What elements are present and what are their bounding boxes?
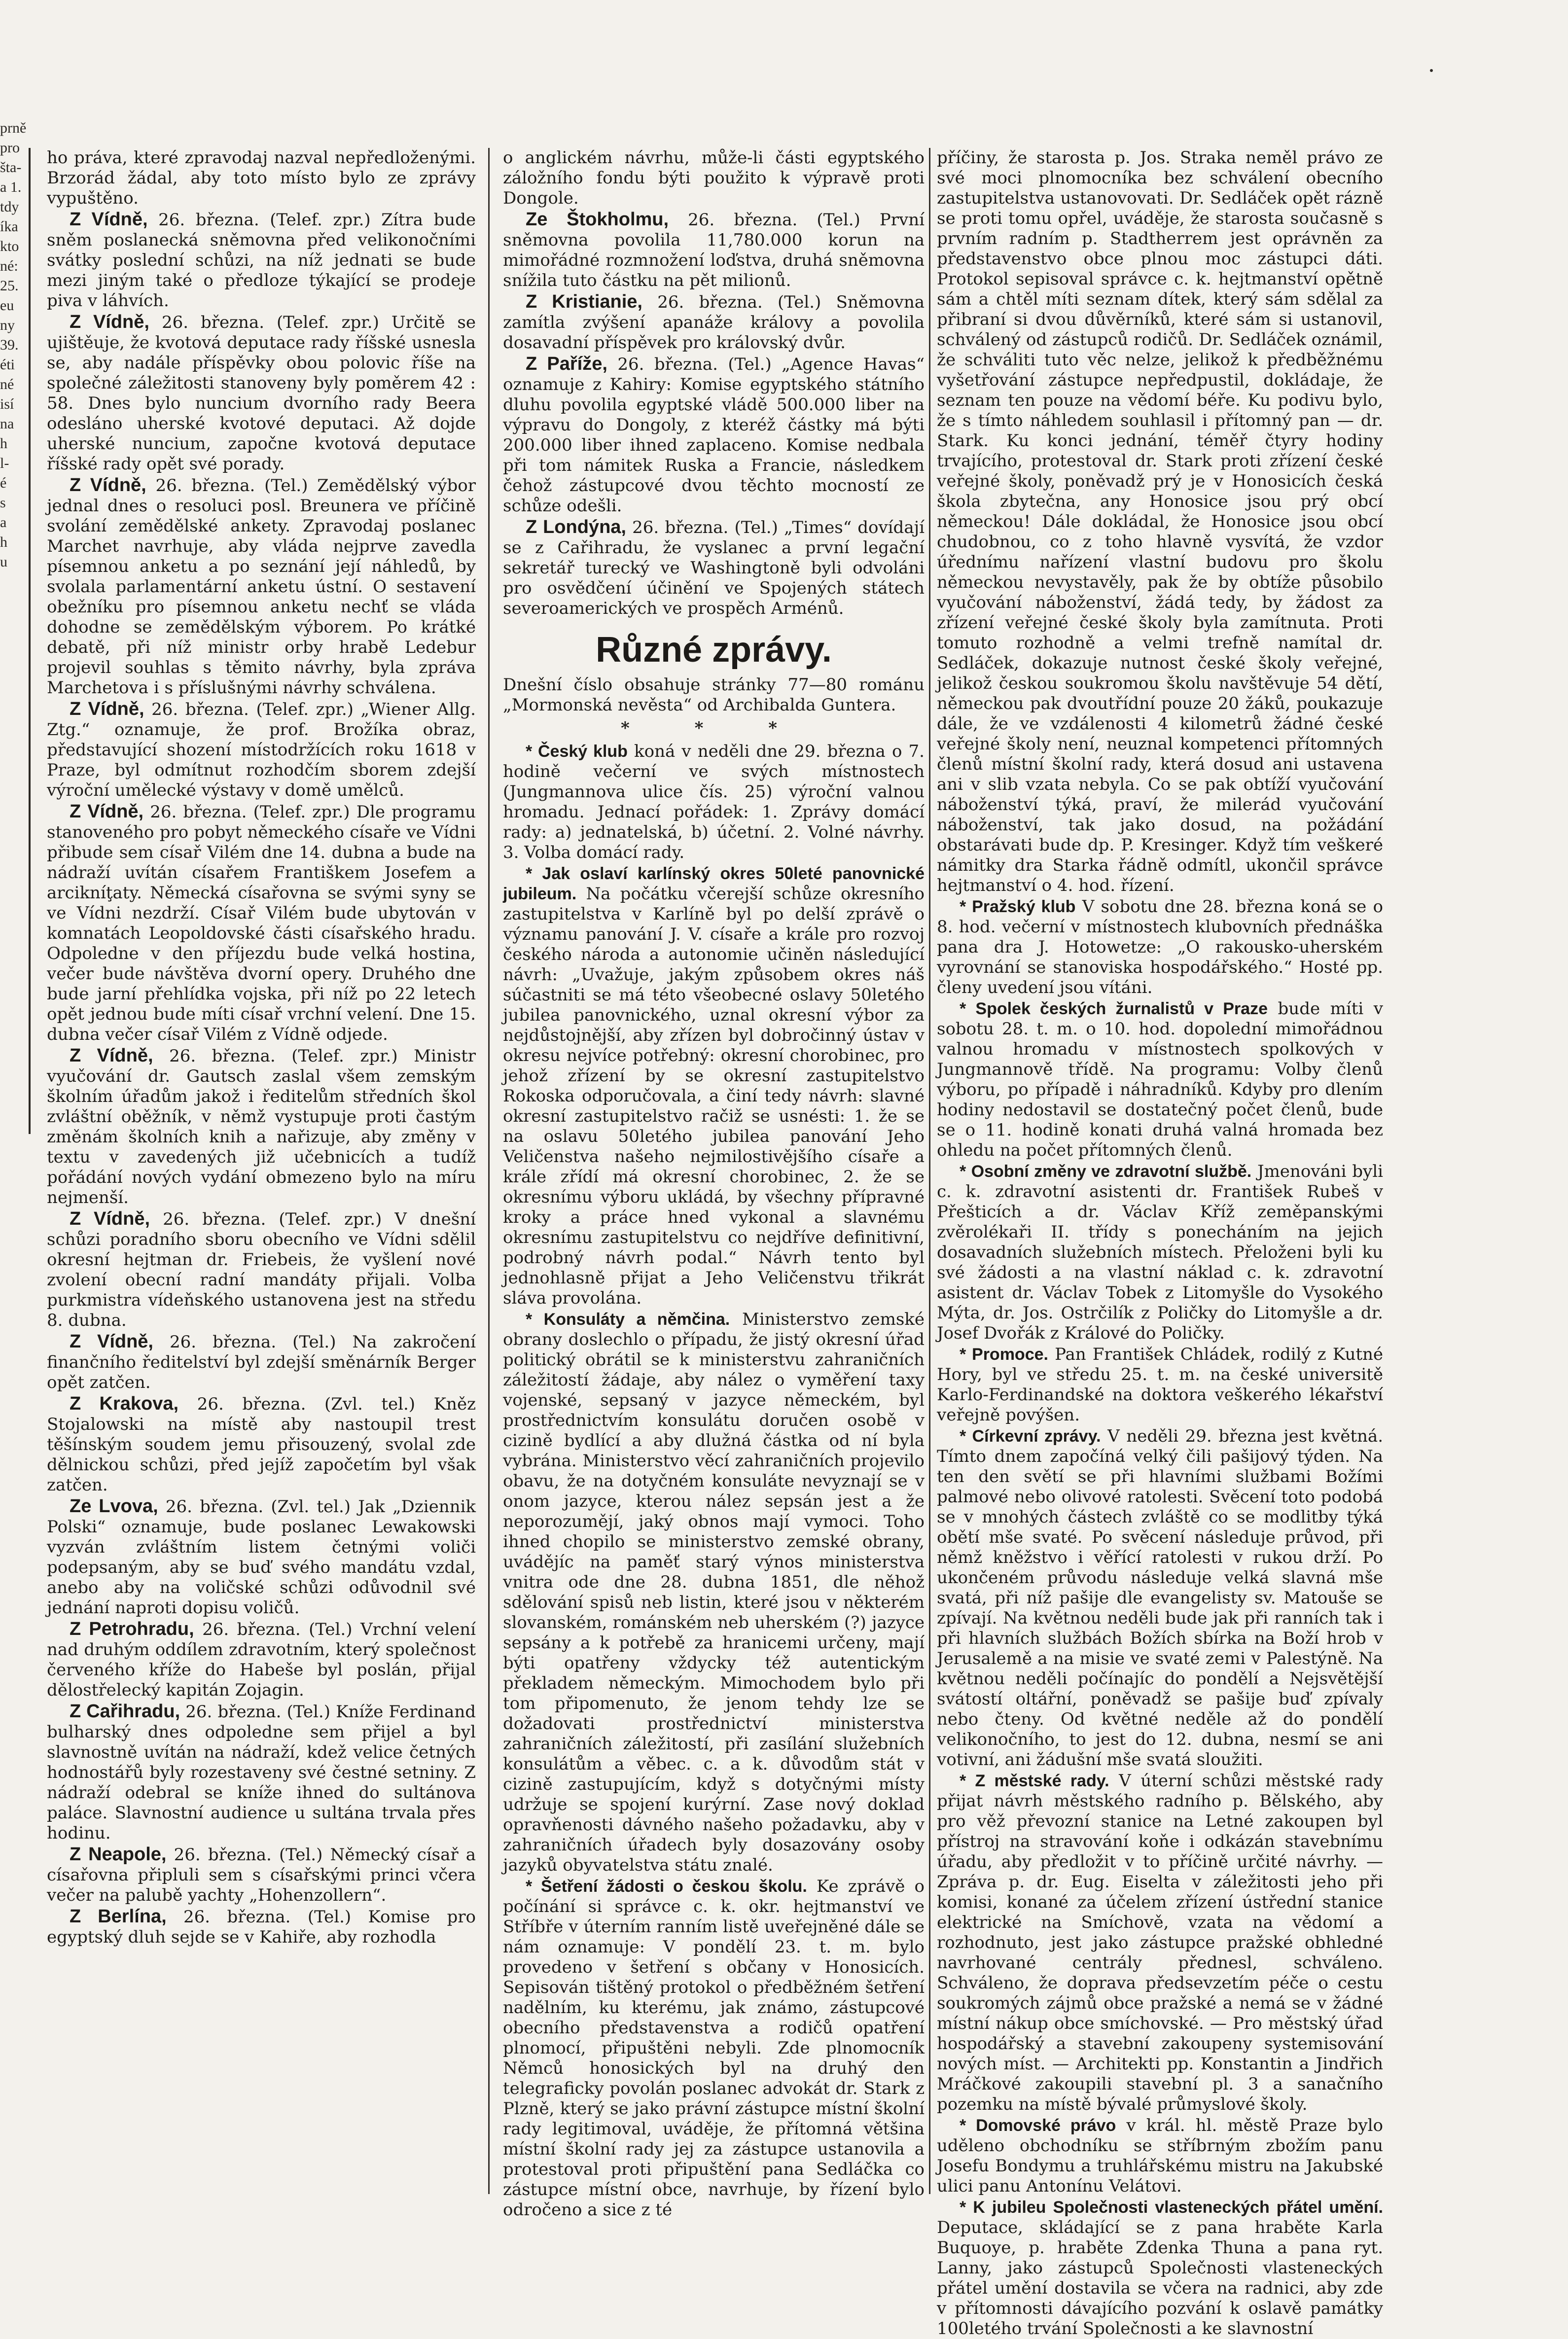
item-text: 26. března. (Telef. zpr.) Ministr vyučování dr. Gautsch zaslal všem zemským školním úřadům jakož i ředitelům středních škol zvláštní oběžník, v němž vystupuje proti častým změnám školních knih a nařizuje, aby změny v textu v zavedených již učebnicích a tudíž pořádání nových vydání obmezeno bylo na míru nejmenší.: [47, 1046, 476, 1207]
edge-fragment: é: [0, 475, 7, 491]
news-item: [47, 1046, 476, 1208]
dateline-place: Z Vídně,: [70, 209, 148, 230]
news-item: [47, 1907, 476, 1948]
column-right: [937, 148, 1384, 2339]
item-text: 26. března. (Tel.) Zemědělský výbor jednal dnes o resoluci posl. Breunera ve příčině svolání zemědělské ankety. Zpravodaj poslanec Marchet navrhuje, aby vláda nejprve zavedla písemnou anketu a po seznání její náhledů, by svolala parlamentární anketu ústní. O sestavení obežníku pro písemnou anketu nechť se vláda dohodne se zemědělským výborem. Po krátké debatě, při níž ministr orby hrabě Ledebur projevil souhlas s těmito návrhy, byla zpráva Marchetova i s příslušnými návrhy schválena.: [47, 476, 476, 698]
edge-fragment: pro: [0, 140, 20, 156]
news-item: [937, 999, 1383, 1161]
item-heading: * Osobní změny ve zdravotní službě.: [960, 1162, 1252, 1181]
item-heading: * Promoce.: [960, 1345, 1048, 1364]
edge-fragment: eu: [0, 297, 14, 314]
dateline-place: Z Kristianie,: [526, 291, 642, 312]
edge-fragment: s: [0, 495, 6, 511]
item-text: Na počátku včerejší schůze okresního zastupitelstva v Karlíně byl po delší zprávě o významu panování J. V. císaře a krále pro rozvoj českého národa a autonomie učiněn následující návrh: „Uvažuje, jakým způsobem okres náš súčastniti se má této všeobecné oslavy 50letého jubilea panovnického, uznal okresní výbor za nejdůstojnější, aby zřízen byl dobročinný ústav v okresu nejvíce potřebný: okresní chorobinec, pro jehož zřízení by se okresní zastupitelstvo Rokoska odporučovala, a činí tedy návrh: slavné okresní zastupitelstvo račiž se usnésti: 1. že se na oslavu 50letého jubilea panování Jeho Veličenstva našeho nejmilostivějšího císaře a krále zřídí má okresní chorobinec, 2. že se okresnímu výboru ukládá, by všechny přípravné kroky a práce hned vykonal a slavnému okresnímu zastupitelstvu co nejdříve definitivní, podrobný návrh podal.“ Návrh tento byl jednohlasně přijat a Jeho Veličenstvu třikrát sláva provolána.: [503, 884, 925, 1308]
item-heading: * Český klub: [526, 742, 628, 761]
news-item: [937, 1345, 1383, 1425]
item-text: 26. března. (Telef. zpr.) „Wiener Allg. Ztg.“ oznamuje, že prof. Brožíka obraz, představující shození místodržících roku 1618 v Praze, byl odmítnut rozhodčím sborem zdejší výroční umělecké výstavy v domě umělců.: [47, 700, 476, 800]
edge-fragment: né:: [0, 258, 18, 274]
edge-fragment: né: [0, 376, 14, 392]
item-text: 26. března. (Telef. zpr.) V dnešní schůzi poradního sboru obecního ve Vídni sdělil okresní hejtman dr. Friebeis, že vyšlení nové zvolení obecní radní mandáty přijali. Volba purkmistra vídeňského ustanovena jest na středu 8. dubna.: [47, 1209, 476, 1330]
dateline-place: Ze Lvova,: [70, 1496, 158, 1517]
news-item: [47, 1209, 476, 1331]
edge-fragment: u: [0, 554, 7, 570]
separator-stars: * * *: [620, 718, 807, 738]
item-text: V sobotu dne 28. března koná se o 8. hod. večerní v místnostech klubovních přednáška pana dra J. Hotowetze: „O rakousko-uherském vyrovnání se stanoviska hospodářského.“ Hosté pp. členy uvedení jsou vítáni.: [937, 897, 1384, 997]
news-item: [937, 1771, 1383, 2115]
item-text: Deputace, skládající se z pana hraběte Karla Buquoye, p. hraběte Zdenka Thuna a pana ryt. Lanny, jako zástupců Společnosti vlasteneckých přátel umění dostavila se včera na radnici, aby zde v přítomnosti dávajícího pozvání k oslavě památky 100letého trvání Společnosti a ke slavnostní: [937, 2218, 1383, 2339]
column-middle: [503, 148, 925, 2220]
item-text: 26. března. (Tel.) Německý císař a císařovna připluli sem s císařskými princi včera večer na palubě yachty „Hohenzollern“.: [47, 1845, 476, 1905]
dateline-place: Z Cařihradu,: [70, 1701, 180, 1722]
edge-fragment: [0, 572, 31, 592]
edge-fragment: a: [0, 514, 7, 531]
news-item: [503, 1310, 925, 1876]
item-heading: * K jubileu Společnosti vlasteneckých přátel umění.: [960, 2198, 1383, 2217]
item-text: 26. března. (Telef. zpr.) Určitě se ujištěuje, že kvotová deputace rady říšské usnesla se, aby nadále příspěvky obou polovic říše na společné záležitosti stanoveny byly poměrem 42 : 58. Dnes bylo nuncium dvorního rady Beera odesláno uherské kvotové deputaci. Až dojde uherské nuncium, započne kvotová deputace říšské rady opět své porady.: [47, 313, 476, 474]
item-text: příčiny, že starosta p. Jos. Straka neměl právo ze své moci plnomocníka bez schválení obecního zastupitelstva ustanovovati. Dr. Sedláček opět rázně se proti tomu opřel, uváděje, že starosta současně s prvním radním p. Stadtherrem jest oprávněn za představenstvo obce plnou moc zástupci dáti. Protokol sepisoval správce c. k. hejtmanství opětně sám a chtěl míti seznam dítek, který sám sdělal za přibraní si dvou důvěrníků, které sám si ustanovil, schválený od zástupců rodičů. Dr. Sedláček oznámil, že schváliti tuto věc nelze, jelikož k předběžnému vyšetřování zástupce nepředpustil, dokládaje, že seznam ten pouze na vědomí béře. Ku podivu bylo, že s tímto náhledem souhlasil i přítomný pan — dr. Stark. Ku konci jednání, téměř čtyry hodiny trvajícího, protestoval dr. Stark proti zřízení české veřejné školy, poněvadž prý je v Honosicích česká škola zbytečna, any Honosice jsou prý obcí německou! Dále dokládal, že Honosice jsou obcí chudobnou, co z toho hlavně vysvítá, že vzdor úřednímu nařízení vlastní budovu pro školu německou nevystavěly, pak že by obtíže působilo vyučování náboženství, žádá tedy, by žádost za zřízení veřejné české školy byla zamítnuta. Proti tomuto rozhodně a velmi trefně namítal dr. Sedláček, dokazuje nutnost české školy veřejné, jelikož českou soukromou školu navštěvuje 54 dětí, německou pak dvoutřídní pouze 20 žáků, poukazuje dále, že ve vzdálenosti 4 kilometrů žádné české veřejné školy není, neuznal kompetenci přítomných členů místní školní rady, která dosud ani ustavena ani v slib vzata nebyla. Co se pak obtíží vyučování náboženství týká, praví, že milerád vyučování náboženství, tak jako dosud, na požádání obstarávati bude dp. P. Kresinger. Když tím veškeré námitky dra Starka řádně odmítl, ukončil správce hejtmanství o 4. hod. řízení.: [937, 148, 1383, 895]
dateline-place: Z Vídně,: [70, 1045, 153, 1066]
news-item: [503, 354, 925, 516]
edge-fragment: 39.: [0, 337, 19, 353]
news-item: [503, 675, 925, 715]
news-item: [937, 2116, 1383, 2197]
edge-fragment: tdy: [0, 199, 19, 215]
item-heading: * Spolek českých žurnalistů v Praze: [960, 999, 1268, 1018]
item-text: 26. března. (Tel.) První sněmovna povolila 11,780.000 korun na mimořádné rozmnožení loďstva, druhá sněmovna snížila tuto částku na pět milionů.: [503, 210, 925, 290]
news-item: [47, 699, 476, 801]
edge-fragment: prně: [0, 120, 27, 136]
item-text: 26. března. (Zvl. tel.) Kněz Stojalowski na místě aby nastoupil trest těšínským soudem jemu přisouzený, svolal zde dělnickou schůzi, před jejíž započetím byl však zatčen.: [47, 1394, 476, 1495]
edge-fragment: [0, 592, 31, 611]
news-item: [47, 1332, 476, 1393]
item-text: v král. hl. městě Praze bylo uděleno obchodníku se stříbrným zbožím panu Josefu Bondymu a truhlářskému mistru na Jakubské ulici panu Antonínu Velátovi.: [937, 2116, 1383, 2196]
ink-speck: [1430, 69, 1433, 72]
item-text: 26. března. (Tel.) Vrchní velení nad druhým oddílem zdravotním, který společnost červeného kříže do Habeše byl poslán, přijal dělostřelecký kapitán Zojagin.: [47, 1620, 476, 1700]
news-item: [47, 1496, 476, 1618]
news-item: [503, 210, 925, 291]
news-item: [503, 864, 925, 1309]
news-item: [47, 1844, 476, 1906]
item-heading: * Konsuláty a němčina.: [526, 1310, 730, 1329]
item-text: 26. března. (Telef. zpr.) Zítra bude sněm poslanecká sněmovna před velikonočními svátky poslední schůzi, na níž jednati se bude mezi jiným také o předloze týkající se prodeje piva v láhvích.: [47, 210, 476, 311]
news-item: [503, 517, 925, 619]
news-item: [503, 292, 925, 353]
dateline-place: Z Paříže,: [526, 354, 607, 374]
edge-fragment: h: [0, 534, 7, 550]
news-item: [47, 1394, 476, 1495]
news-item: [47, 1701, 476, 1843]
news-item: [503, 1877, 925, 2220]
news-item: [937, 1426, 1383, 1770]
edge-fragment: kto: [0, 238, 19, 254]
item-text: ho práva, které zpravodaj nazval nepředloženými. Brzorád žádal, aby toto místo bylo ze zprávy vypuštěno.: [47, 148, 476, 208]
edge-fragment: isí: [0, 396, 14, 412]
dateline-place: Z Vídně,: [70, 1331, 153, 1352]
news-item: [47, 1619, 476, 1701]
edge-fragment: šta-: [0, 159, 22, 176]
edge-fragment: l-: [0, 455, 9, 471]
edge-fragment: íka: [0, 218, 18, 235]
item-heading: * Šetření žádosti o českou školu.: [526, 1877, 807, 1896]
news-item: [47, 475, 476, 698]
item-text: Pan František Chládek, rodilý z Kutné Hory, byl ve středu 25. t. m. na české universitě Karlo-Ferdinandské na doktora veškerého lékařství veřejně povýšen.: [937, 1345, 1384, 1425]
left-edge-fragments: [0, 118, 31, 1104]
item-text: 26. března. (Tel.) Komise pro egyptský dluh sejde se v Kahiře, aby rozhodla: [47, 1907, 476, 1947]
item-text: Ministerstvo zemské obrany doslechlo o případu, že jistý okresní úřad politický obrátil se k ministerstvu zahraničních záležitostí žádaje, aby nález o vyměření taxy vojenské, sepsaný v jazyce německém, byl prostřednictvím konsulátu doručen osobě v cizině bydlící a aby dlužná částka od ní byla vybrána. Ministerstvo věcí zahraničních projevilo obavu, že na dotyčném konsuláte nevyznají se v onom jazyce, kterou nález sepsán jest a že neporozumějí, jaký obnos mají vymoci. Toho ihned chopilo se ministerstvo zemské obrany, uvádějíc na paměť starý výnos ministerstva vnitra ode dne 28. dubna 1851, dle něhož sdělování spisů neb listin, které jsou v některém slovanském, románském neb uherském (?) jazyce sepsány a k potřebě za hranicemi určeny, mají býti opatřeny vždycky též autentickým překladem německým. Mimochodem bylo při tom připomenuto, že jenom tehdy lze se dožadovati prostřednictví ministerstva zahraničních záležitostí, při zasílání služebních konsulátům a věbec. c. a k. důvodům stát v cizině zastupujícím, když s dotyčnými místy udržuje se spojení kurýrní. Zase nový doklad opravňenosti dávného našeho požadavku, aby v zahraničních úřadech byly dosazovány osoby jazyků obyvatelstva státu znalé.: [503, 1310, 925, 1875]
column-rule-2: [929, 148, 930, 2194]
dateline-place: Z Vídně,: [70, 801, 144, 822]
item-heading: * Jak oslaví karlínský okres 50leté panovnické jubileum.: [503, 864, 925, 903]
edge-fragment: éti: [0, 356, 15, 373]
dateline-place: Z Vídně,: [70, 312, 149, 332]
dateline-place: Z Londýna,: [526, 517, 626, 537]
item-text: 26. března. (Tel.) Kníže Ferdinand bulharský dnes odpoledne sem přijel a byl slavnostně uvítán na nádraží, kdež velice četných hodnostářů byly rozestaveny své čestné setniny. Z nádraží odebral se kníže ihned do sultánova paláce. Slavnostní audience u sultána trvala přes hodinu.: [47, 1702, 476, 1843]
dateline-place: Ze Štokholmu,: [526, 209, 669, 230]
dateline-place: Z Vídně,: [70, 1208, 150, 1229]
item-text: Dnešní číslo obsahuje stránky 77—80 románu „Mormonská nevěsta“ od Archibalda Guntera.: [503, 675, 925, 715]
edge-fragment: a 1.: [0, 179, 22, 195]
dateline-place: Z Vídně,: [70, 699, 144, 719]
edge-fragment: h: [0, 435, 7, 452]
item-text: 26. března. (Tel.) „Agence Havas“ oznamuje z Kahiry: Komise egyptského státního dluhu povolila egyptské vládě 500.000 liber na výpravu do Dongoly, z kteréž částky má býti 200.000 liber ihned zaplaceno. Komise nedbala při tom námitek Ruska a Francie, následkem čehož zástupcové dvou těchto mocností ze schůze odešli.: [503, 354, 925, 516]
item-text: 26. března. (Tel.) „Times“ dovídají se z Cařihradu, že vyslanec a první legační sekretář turecký ve Washingtoně byli odvoláni pro osvědčení účinění ve Spojených státech severoamerických ve prospěch Arménů.: [503, 518, 925, 618]
left-edge-rule: [29, 148, 31, 1134]
item-text: 26. března. (Tel.) Sněmovna zamítla zvýšení apanáže královy a povolila dosavadní příspěvek pro královský dvůr.: [503, 292, 925, 353]
item-heading: * Domovské právo: [960, 2116, 1116, 2135]
item-text: Ke zprávě o počínání si správce c. k. okr. hejtmanství ve Stříbře v úterním ranním listě uveřejněné dále se nám oznamuje: V pondělí 23. t. m. bylo provedeno v šetření s občany v Honosicích. Sepisován tištěný protokol o předběžném šetření nadělním, ku kterému, jak známo, zástupcové obecního představenstva a rodičů opatření plnomocí, připuštěni nebyli. Zde plnomocník Němců honosických byl na druhý den telegraficky povolán poslanec advokát dr. Stark z Plzně, který se jako právní zástupce místní školní rady legitimoval, uváděje, že přítomná většina místní školní rady jej za zástupce ustanovila a protestoval proti připuštění pana Sedláčka co zástupce místní obce, navrhuje, by řízení bylo odročeno a sice z té: [503, 1877, 925, 2220]
dateline-place: Z Petrohradu,: [70, 1619, 194, 1639]
item-text: Jmenováni byli c. k. zdravotní asistenti dr. František Rubeš v Přešticích a dr. Václav Kříž zeměpanskými zvěrolékaři II. třídy s ponecháním na jejich dosavadních služebních místech. Přeloženi byli ku své žádosti a na vlastní náklad c. k. zdravotní asistent dr. Václav Tobek z Litomyšle do Vysokého Mýta, dr. Jos. Ostrčilík z Poličky do Litomyšle a dr. Josef Dvořák z Králové do Poličky.: [937, 1162, 1383, 1343]
news-item: [937, 2197, 1383, 2339]
column-left: [47, 148, 476, 2194]
item-text: 26. března. (Zvl. tel.) Jak „Dziennik Polski“ oznamuje, bude poslanec Lewakowski vyzván zvláštním listem četnými voliči podepsaným, aby se buď svého mandátu vzdal, anebo aby na voličské schůzi odůvodnil své jednání naproti dopisu voličů.: [47, 1497, 476, 1618]
news-item: [503, 742, 925, 863]
item-heading: * Z městské rady.: [960, 1772, 1109, 1790]
column-rule-1: [488, 148, 490, 2194]
section-heading: Různé zprávy.: [596, 630, 832, 670]
edge-fragment: na: [0, 416, 14, 432]
edge-fragment: ny: [0, 317, 15, 333]
dateline-place: Z Neapole,: [70, 1844, 167, 1865]
dateline-place: Z Vídně,: [70, 475, 146, 496]
news-item: [47, 312, 476, 474]
item-text: koná v neděli dne 29. března o 7. hodině večerní ve svých místnostech (Jungmannova ulice čís. 25) výroční valnou hromadu. Jednací pořádek: 1. Zprávy domácí rady: a) jednatelská, b) účetní. 2. Volné návrhy. 3. Volba domácí rady.: [503, 742, 925, 862]
item-text: 26. března. (Tel.) Na zakročení finančního ředitelství byl zdejší směnárník Berger opět zatčen.: [47, 1332, 476, 1392]
item-text: 26. března. (Telef. zpr.) Dle programu stanoveného pro pobyt německého císaře ve Vídni přibude sem císař Vilém dne 14. dubna a bude na nádraží uvítán císařem Františkem Josefem a arcikníţaty. Německá císařovna se svými syny se ve Vídni nezdrží. Císař Vilém bude ubytován v komnatách Leopoldovské části císařského hradu. Odpoledne v den příjezdu bude velká hostina, večer bude návštěva dvorní opery. Druhého dne bude jarní přehlídka vojska, při níž po 22 letech opět jednou bude míti císař vrchní velení. Dne 15. dubna večer císař Vilém z Vídně odjede.: [47, 802, 476, 1044]
item-text: V úterní schůzi městské rady přijat návrh městského radního p. Bělského, aby pro věž převozní stanice na Letné zakoupen byl přístroj na stravování koňe i odkázán stavebnímu úřadu, aby předložit v to příčině určité návrhy. — Zpráva p. dr. Eug. Eiselta v záležitosti jeho při komisi, konané za účelem zřízení ústřední stanice elektrické na Smíchově, vzata na vědomí a rozhodnuto, jest jako zástupce pražské obhledné navrhované centrály přednesl, schváleno. Schváleno, že doprava předsevzetím péče o cestu soukromých zájmů obce pražské a nemá se v žádné místní nákup obce smíchovské. — Pro městský úřad hospodářský a stavební zakoupeny systemisování nových míst. — Architekti pp. Konstantin a Jindřich Mráčkové zakoupili stavební pl. 3 a sanačního pozemku na místě bývalé průmyslové školy.: [937, 1771, 1384, 2114]
news-item: [937, 897, 1383, 998]
dateline-place: Z Krakova,: [70, 1393, 179, 1414]
news-item: [937, 148, 1383, 896]
news-item: [47, 802, 476, 1045]
dateline-place: Z Berlína,: [70, 1906, 167, 1927]
item-text: V neděli 29. března jest květná. Tímto dnem započíná velký čili pašijový týden. Na ten den světí se při hlavními službami Božími palmové nebo olivové ratolesti. Svěcení toto podobá se v mnohých částech zvláště co se modlitby týká obětí mše svaté. Po svěcení následuje průvod, při němž kněžstvo i věřící ratolesti v rukou drží. Po ukončeném průvodu následuje velká slavná mše svatá, při níž pašije dle evangelisty sv. Matouše se zpívají. Na květnou neděli bude jak při ranních tak i při hlavních službách Božích sbírka na Boží hrob v Jerusalemě a na misie ve svaté zemi v Palestýně. Na květnou neděli počínajíc do pondělí a Nejsvětější svátostí oltářní, poněvadž se pašije buď zpívaly nebo čteny. Od květné neděle až do pondělí velikonočního, to jest do 12. dubna, nesmí se ani votivní, ani žádušní mše svatá sloužiti.: [937, 1426, 1384, 1770]
item-text: bude míti v sobotu 28. t. m. o 10. hod. dopolední mimořádnou valnou hromadu v místnostech spolkových v Jungmannově třídě. Na programu: Volby členů výboru, po případě i náhradníků. Kdyby pro dlením hodiny nedostavil se dostatečný počet členů, bude se o 11. hodině konati druhá valná hromada bez ohledu na počet přítomných členů.: [937, 999, 1383, 1160]
news-item: [937, 1162, 1383, 1344]
news-item: [503, 148, 925, 209]
item-heading: * Pražský klub: [960, 897, 1076, 916]
edge-fragment: 25.: [0, 278, 19, 294]
news-item: [47, 210, 476, 311]
news-item: [47, 148, 476, 209]
item-heading: * Církevní zprávy.: [960, 1427, 1101, 1446]
item-text: o anglickém návrhu, může-li části egyptského záložního fondu býti použito k výpravě proti Dongole.: [503, 148, 925, 208]
